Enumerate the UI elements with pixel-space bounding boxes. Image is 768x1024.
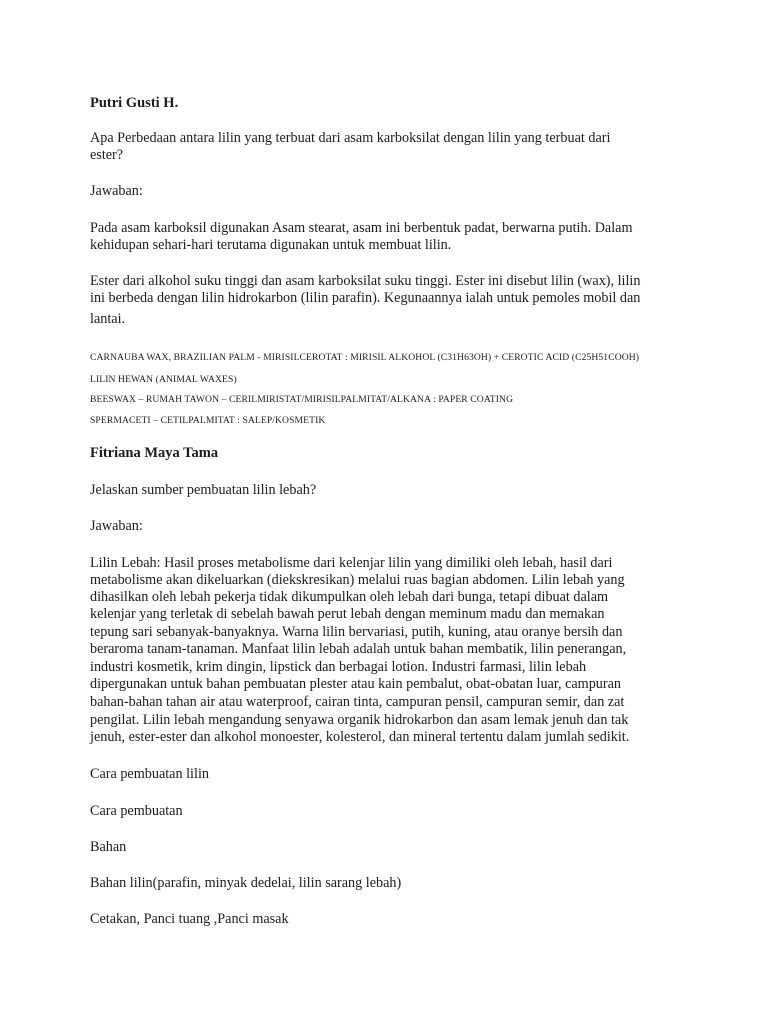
- bahan-lilin-text: Bahan lilin(parafin, minyak dedelai, lilin sarang lebah): [90, 875, 402, 891]
- paragraph-line: metabolisme akan dikeluarkan (diekskresikan) melalui ruas bagian abdomen. Lilin lebah yang: [90, 572, 625, 588]
- paragraph-line: ini berbeda dengan lilin hidrokarbon (lilin parafin). Kegunaannya ialah untuk pemoles mobil dan: [90, 290, 641, 306]
- question-line: ester?: [90, 147, 124, 163]
- subheading-bahan: Bahan: [90, 839, 127, 855]
- question-line: Jelaskan sumber pembuatan lilin lebah?: [90, 482, 317, 498]
- paragraph-line: lantai.: [90, 311, 126, 327]
- paragraph-line: industri kosmetik, krim dingin, lipstick dan berbagai lotion. Industri farmasi, lilin lebah: [90, 659, 587, 675]
- author-heading: Putri Gusti H.: [90, 95, 179, 111]
- wax-list-item: BEESWAX – RUMAH TAWON – CERILMIRISTAT/MIRISILPALMITAT/ALKANA : PAPER COATING: [90, 394, 514, 405]
- question-line: Apa Perbedaan antara lilin yang terbuat dari asam karboksilat dengan lilin yang terbuat dari: [90, 130, 611, 146]
- answer-label: Jawaban:: [90, 183, 143, 199]
- answer-label: Jawaban:: [90, 518, 143, 534]
- paragraph-line: jenuh, ester-ester dan alkohol monoester, kolesterol, dan mineral tertentu dalam jumlah sedikit.: [90, 729, 630, 745]
- paragraph-line: kehidupan sehari-hari terutama digunakan untuk membuat lilin.: [90, 237, 452, 253]
- paragraph-line: Ester dari alkohol suku tinggi dan asam karboksilat suku tinggi. Ester ini disebut lilin (wax), lilin: [90, 273, 641, 289]
- paragraph-line: pengilat. Lilin lebah mengandung senyawa organik hidrokarbon dan asam lemak jenuh dan tak: [90, 712, 629, 728]
- paragraph-line: beraroma tanam-tanaman. Manfaat lilin lebah adalah untuk bahan membatik, lilin penerangan,: [90, 641, 627, 657]
- wax-list-item: CARNAUBA WAX, BRAZILIAN PALM - MIRISILCEROTAT : MIRISIL ALKOHOL (C31H63OH) + CEROTIC ACID (C25H51COOH): [90, 352, 640, 363]
- alat-text: Cetakan, Panci tuang ,Panci masak: [90, 911, 289, 927]
- wax-list-item: SPERMACETI – CETILPALMITAT : SALEP/KOSMETIK: [90, 415, 326, 426]
- wax-list-item: LILIN HEWAN (ANIMAL WAXES): [90, 374, 237, 385]
- paragraph-line: dihasilkan oleh lebah pekerja tidak dikumpulkan oleh lebah dari bunga, tetapi dibuat dalam: [90, 589, 609, 605]
- paragraph-line: tepung sari sebanyak-banyaknya. Warna lilin bervariasi, putih, kuning, atau oranye bersih dan: [90, 624, 623, 640]
- paragraph-line: bahan-bahan tahan air atau waterproof, cairan tinta, campuran pensil, campuran semir, dan zat: [90, 694, 625, 710]
- subheading-cara-pembuatan: Cara pembuatan: [90, 803, 183, 819]
- paragraph-line: kelenjar yang terletak di sebelah bawah perut lebah dengan meminum madu dan memakan: [90, 606, 605, 622]
- author-heading: Fitriana Maya Tama: [90, 445, 219, 461]
- paragraph-line: Pada asam karboksil digunakan Asam stearat, asam ini berbentuk padat, berwarna putih. Dalam: [90, 220, 633, 236]
- paragraph-line: dipergunakan untuk bahan pembuatan plester atau kain pembalut, obat-obatan luar, campuran: [90, 676, 622, 692]
- paragraph-line: Lilin Lebah: Hasil proses metabolisme dari kelenjar lilin yang dimiliki oleh lebah, hasil dari: [90, 555, 613, 571]
- subheading-cara-pembuatan-lilin: Cara pembuatan lilin: [90, 766, 209, 782]
